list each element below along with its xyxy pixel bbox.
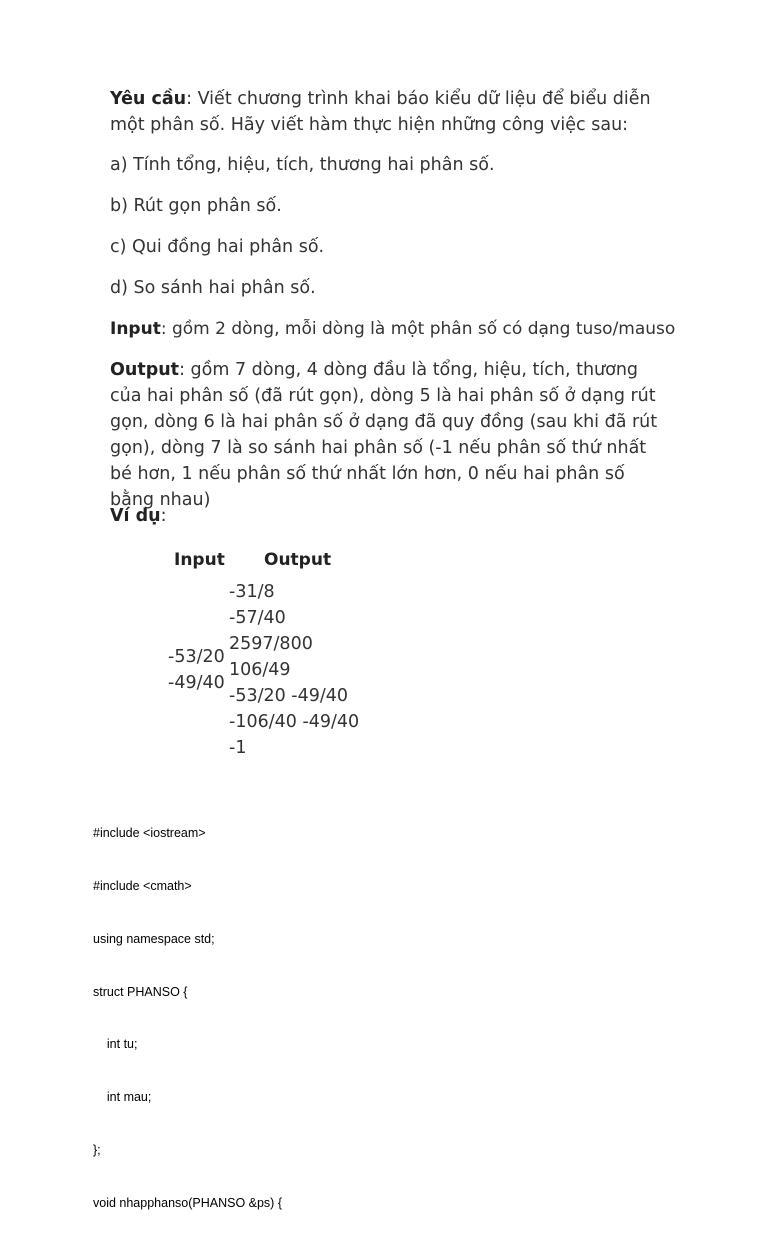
input-spec-text: : gồm 2 dòng, mỗi dòng là một phân số có dạng tuso/mauso xyxy=(160,319,676,339)
task-d: d) So sánh hai phân số. xyxy=(110,278,316,298)
output-spec-label: Output xyxy=(110,360,180,380)
output-column-header: Output xyxy=(264,550,332,570)
output-line: -106/40 -49/40 xyxy=(229,712,360,732)
output-line: -1 xyxy=(229,738,247,758)
code-line: #include <iostream> xyxy=(93,826,206,841)
code-line: struct PHANSO { xyxy=(93,984,188,999)
code-line: void nhapphanso(PHANSO &ps) { xyxy=(93,1195,282,1210)
input-column xyxy=(168,644,225,696)
task-a: a) Tính tổng, hiệu, tích, thương hai phân số. xyxy=(110,155,495,175)
input-line: -53/20 xyxy=(168,647,225,667)
code-line: }; xyxy=(93,1142,101,1157)
example-label: Ví dụ xyxy=(110,506,161,526)
input-line: -49/40 xyxy=(168,673,225,693)
output-line: 2597/800 xyxy=(229,634,313,654)
requirement-paragraph xyxy=(110,86,670,138)
input-column-header: Input xyxy=(174,550,225,570)
output-spec-text: : gồm 7 dòng, 4 dòng đầu là tổng, hiệu, tích, thương của hai phân số (đã rút gọn), dòng 5 là hai phân số ở dạng rút gọn, dòng 6 là hai phân số ở dạng đã quy đồng (sau khi đã rút gọn), dòng 7 là so sánh hai phân số (-1 nếu phân số thứ nhất bé hơn, 1 nếu phân số thứ nhất lớn hơn, 0 nếu hai phân số bằng nhau) xyxy=(110,360,658,510)
input-spec xyxy=(110,316,690,342)
code-line: int tu; xyxy=(93,1037,138,1052)
example-suffix: : xyxy=(160,506,167,526)
task-b: b) Rút gọn phân số. xyxy=(110,196,282,216)
output-column xyxy=(229,579,359,761)
output-line: 106/49 xyxy=(229,660,291,680)
output-line: -53/20 -49/40 xyxy=(229,686,349,706)
output-line: -31/8 xyxy=(229,582,275,602)
output-spec xyxy=(110,357,670,513)
code-line: #include <cmath> xyxy=(93,878,192,893)
code-line: using namespace std; xyxy=(93,931,215,946)
requirement-text: : Viết chương trình khai báo kiểu dữ liệu để biểu diễn một phân số. Hãy viết hàm thực hiện những công việc sau: xyxy=(110,89,651,135)
task-c: c) Qui đồng hai phân số. xyxy=(110,237,325,257)
requirement-label: Yêu cầu xyxy=(110,89,187,109)
example-table xyxy=(168,548,428,768)
code-block xyxy=(93,790,282,1247)
output-line: -57/40 xyxy=(229,608,286,628)
input-spec-label: Input xyxy=(110,319,161,339)
example-heading xyxy=(110,503,670,529)
code-line: int mau; xyxy=(93,1090,152,1105)
